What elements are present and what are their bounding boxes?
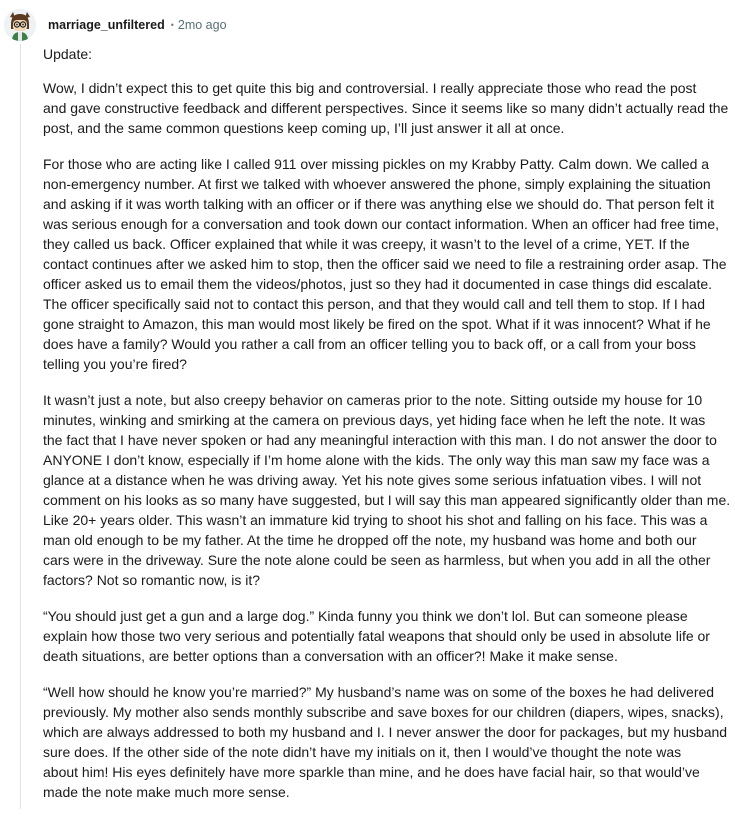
separator-dot: • <box>170 20 174 30</box>
comment-paragraph: “Well how should he know you’re married?” My husband’s name was on some of the boxes he had delivered previously. My mother also sends monthly subscribe and save boxes for our children (diapers, wipes, snacks), which are always addressed to both my husband and I. I never answer the door for packages, but my husband sure does. If the other side of the note didn’t have my initials on it, then I would’ve thought the note was about him! His eyes definitely have more sparkle than mine, and he does have facial hair, so that would’ve made the note make much more sense. <box>43 684 728 800</box>
thread-line[interactable] <box>20 44 21 809</box>
snoo-avatar-icon[interactable] <box>4 9 36 41</box>
comment-paragraph: “You should just get a gun and a large dog.” Kinda funny you think we don’t lol. But can someone please explain how those two very serious and potentially fatal weapons that should only be used in absolute life or death situations, are better options than a conversation with an officer?! Make it make sense. <box>43 608 710 664</box>
comment-paragraph: For those who are acting like I called 911 over missing pickles on my Krabby Patty. Calm down. We called a non-emergency number. At first we talked with whoever answered the phone, simply explaining the situation and asking if it was worth talking with an officer or if there was anything else we should do. That person felt it was serious enough for a conversation and took down our contact information. When an officer had free time, they called us back. Officer explained that while it was creepy, it wasn’t to the level of a crime, YET. If the contact continues after we asked him to stop, then the officer said we need to file a restraining order asap. The officer asked us to email them the videos/photos, just so they had it documented in case things did escalate. The officer specifically said not to contact this person, and that they would call and tell them to stop. If I had gone straight to Amazon, this man would most likely be fired on the spot. What if it was innocent? What if he does have a family? Would you rather a call from an officer telling you to back off, or a call from your boss telling you you’re fired? <box>43 156 727 372</box>
timestamp[interactable]: 2mo ago <box>177 18 227 32</box>
comment-body <box>43 44 733 818</box>
comment-header <box>4 9 227 41</box>
username[interactable]: marriage_unfiltered <box>48 18 165 32</box>
comment-paragraph: Wow, I didn’t expect this to get quite this big and controversial. I really appreciate those who read the post and gave constructive feedback and different perspectives. Since it seems like so many didn’t actually read the post, and the same common questions keep coming up, I’ll just answer it all at once. <box>43 80 729 136</box>
comment-paragraph: It wasn’t just a note, but also creepy behavior on cameras prior to the note. Sitting outside my house for 10 minutes, winking and smirking at the camera on previous days, yet hiding face when he left the note. It was the fact that I have never spoken or had any meaningful interaction with this man. I do not answer the door to ANYONE I don’t know, especially if I’m home alone with the kids. The only way this man saw my face was a glance at a distance when he was driving away. Yet his note gives some serious infatuation vibes. I will not comment on his looks as so many have suggested, but I will say this man appeared significantly older than me. Like 20+ years older. This wasn’t an immature kid trying to shoot his shot and falling on his face. This was a man old enough to be my father. At the time he dropped off the note, my husband was home and both our cars were in the driveway. Sure the note alone could be seen as harmless, but when you add in all the other factors? Not so romantic now, is it? <box>43 392 731 588</box>
comment-paragraph: Update: <box>43 46 93 62</box>
